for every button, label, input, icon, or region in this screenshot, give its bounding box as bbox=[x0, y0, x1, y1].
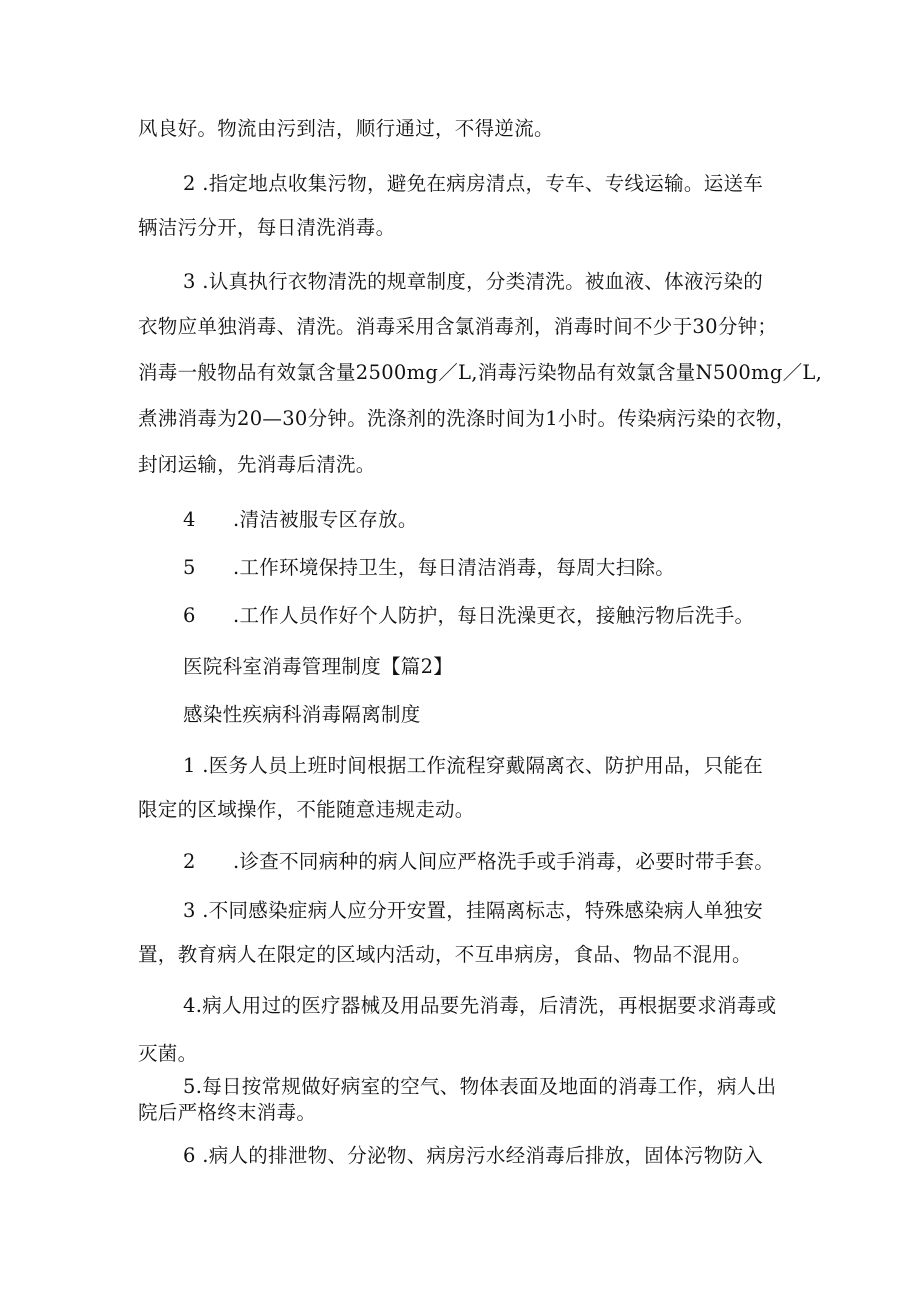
list-item-line: 3 .认真执行衣物清洗的规章制度，分类清洗。被血液、体液污染的 bbox=[183, 270, 764, 293]
list-item-text: .清洁被服专区存放。 bbox=[233, 508, 418, 531]
list-item bbox=[183, 554, 675, 582]
list-item-line: 消毒一般物品有效氯含量2500mg／L,消毒污染物品有效氯含量N500mg／L, bbox=[138, 361, 823, 384]
list-item-line: 辆洁污分开，每日清洗消毒。 bbox=[138, 216, 396, 239]
list-item-text: .工作环境保持卫生，每日清洁消毒，每周大扫除。 bbox=[233, 556, 676, 579]
list-item-line: 院后严格终末消毒。 bbox=[138, 1101, 317, 1124]
list-item-line: 灭菌。 bbox=[138, 1042, 198, 1065]
list-item bbox=[183, 602, 754, 630]
list-item-line: 2 .指定地点收集污物，避免在病房清点，专车、专线运输。运送车 bbox=[183, 172, 764, 195]
list-item-text: .工作人员作好个人防护，每日洗澡更衣，接触污物后洗手。 bbox=[233, 604, 755, 627]
list-item-line: 4.病人用过的医疗器械及用品要先消毒，后清洗，再根据要求消毒或 bbox=[183, 994, 777, 1017]
list-item-line: 限定的区域操作，不能随意违规走动。 bbox=[138, 798, 475, 821]
list-item-line: 置，教育病人在限定的区域内活动，不互串病房，食品、物品不混用。 bbox=[138, 943, 752, 966]
list-item-line: 5.每日按常规做好病室的空气、物体表面及地面的消毒工作，病人出 bbox=[183, 1075, 777, 1098]
list-item-number: 5 bbox=[183, 556, 196, 579]
list-item-line: 6 .病人的排泄物、分泌物、病房污水经消毒后排放，固体污物防入 bbox=[183, 1144, 764, 1167]
list-item-number: 4 bbox=[183, 508, 196, 531]
paragraph-line: 风良好。物流由污到洁，顺行通过，不得逆流。 bbox=[138, 117, 554, 140]
list-item-text: .诊查不同病种的病人间应严格洗手或手消毒，必要时带手套。 bbox=[233, 850, 775, 873]
list-item-line: 煮沸消毒为20—30分钟。洗涤剂的洗涤时间为1小时。传染病污染的衣物， bbox=[138, 407, 796, 430]
list-item-line: 1 .医务人员上班时间根据工作流程穿戴隔离衣、防护用品，只能在 bbox=[183, 754, 764, 777]
section-heading: 感染性疾病科消毒隔离制度 bbox=[183, 703, 421, 726]
list-item-line: 3 .不同感染症病人应分开安置，挂隔离标志，特殊感染病人单独安 bbox=[183, 899, 764, 922]
list-item-number: 2 bbox=[183, 850, 196, 873]
list-item-line: 封闭运输，先消毒后清洗。 bbox=[138, 453, 376, 476]
list-item-line: 衣物应单独消毒、清洗。消毒采用含氯消毒剂，消毒时间不少于30分钟； bbox=[138, 315, 778, 338]
article-heading: 医院科室消毒管理制度【篇2】 bbox=[183, 655, 454, 678]
list-item-number: 6 bbox=[183, 604, 196, 627]
list-item bbox=[183, 506, 418, 534]
list-item bbox=[183, 848, 774, 876]
